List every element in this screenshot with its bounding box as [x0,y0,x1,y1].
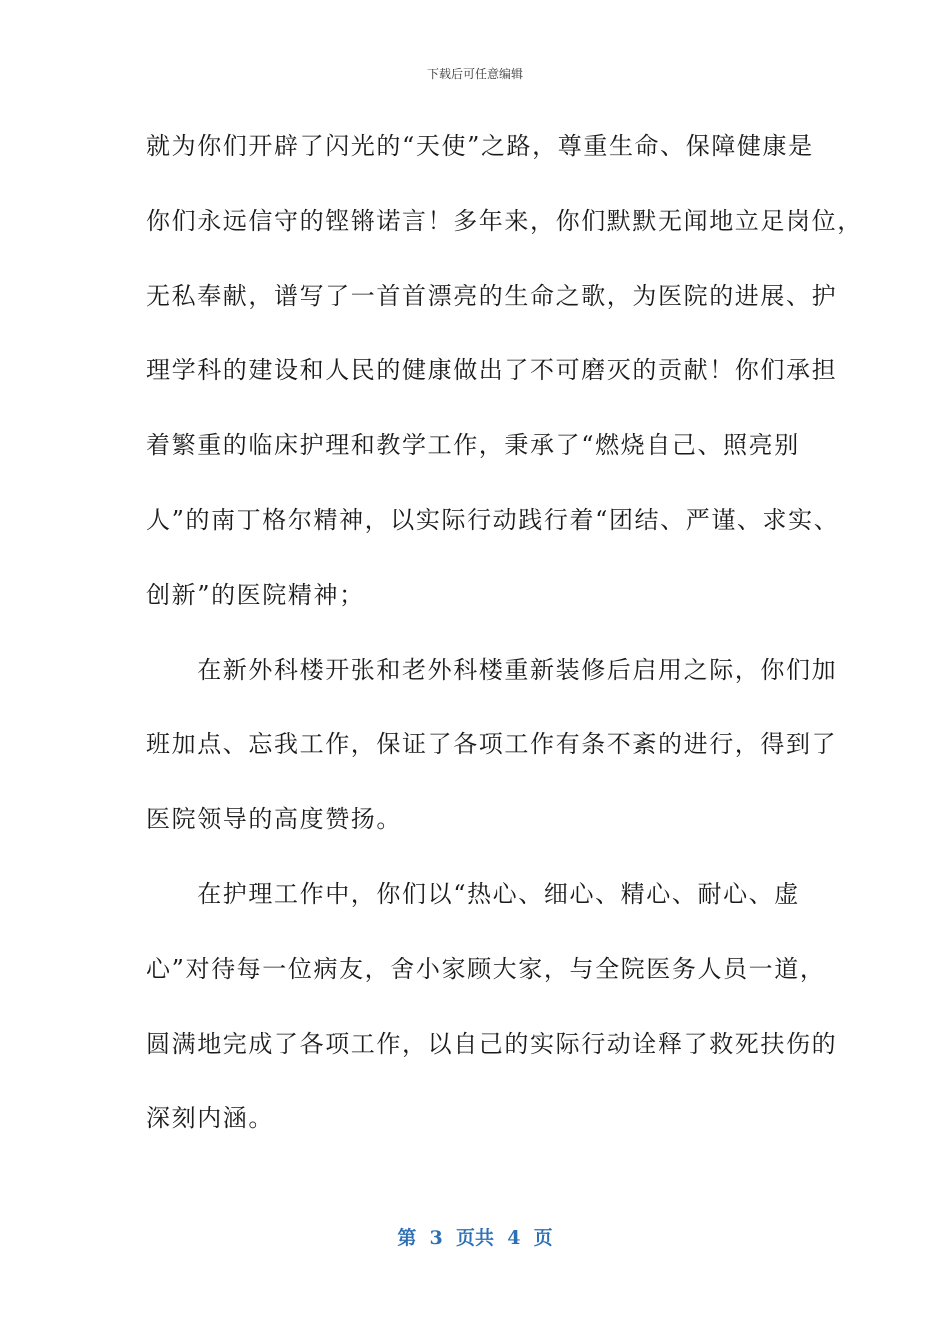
text-line: 心”对待每一位病友，舍小家顾大家，与全院医务人员一道， [146,954,826,983]
text-line: 圆满地完成了各项工作，以自己的实际行动诠释了救死扶伤的 [146,1029,838,1058]
text-line: 在新外科楼开张和老外科楼重新装修后启用之际，你们加 [146,655,838,684]
text-line: 班加点、忘我工作，保证了各项工作有条不紊的进行，得到了 [146,730,838,759]
text-line: 着繁重的临床护理和教学工作，秉承了“燃烧自己、照亮别 [146,431,800,460]
page-header: 下载后可任意编辑 [426,67,523,81]
text-line: 创新”的医院精神； [146,580,365,609]
text-line: 在护理工作中，你们以“热心、细心、精心、耐心、虚 [146,879,800,908]
document-body [146,118,863,1165]
text-line: 你们永远信守的铿锵诺言！多年来，你们默默无闻地立足岗位， [146,206,863,235]
text-line: 无私奉献，谱写了一首首漂亮的生命之歌，为医院的进展、护 [146,281,838,310]
page-number-footer: 第 3 页共 4 页 [397,1227,553,1249]
text-line: 医院领导的高度赞扬。 [146,805,402,834]
text-line: 理学科的建设和人民的健康做出了不可磨灭的贡献！你们承担 [146,356,838,385]
text-line: 就为你们开辟了闪光的“天使”之路，尊重生命、保障健康是 [146,132,814,160]
text-line: 深刻内涵。 [146,1104,274,1133]
text-line: 人”的南丁格尔精神，以实际行动践行着“团结、严谨、求实、 [146,505,840,534]
